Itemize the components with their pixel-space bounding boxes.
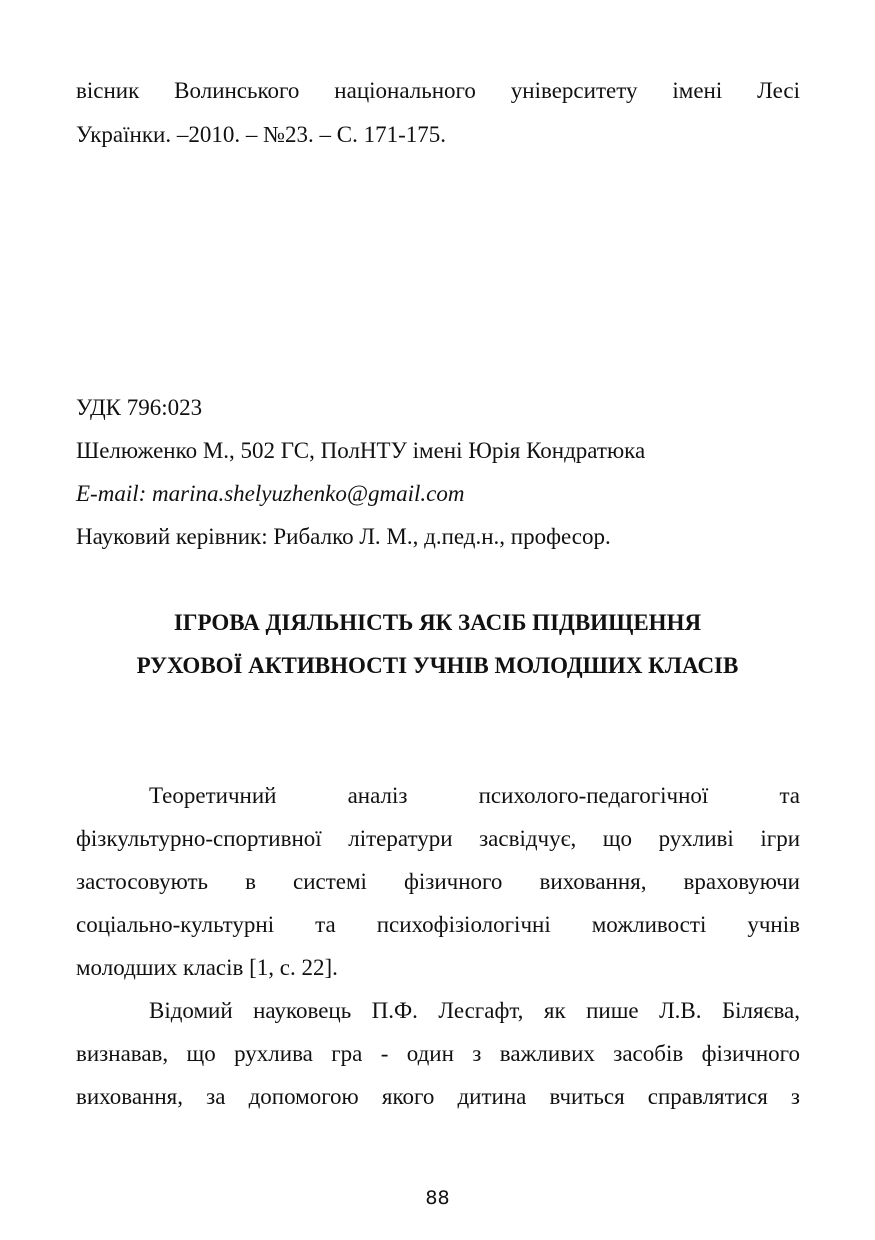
page-number: 88 xyxy=(425,1187,450,1209)
paragraph-line: Відомий науковець П.Ф. Лесгафт, як пише Л.В. Біляєва, xyxy=(149,998,800,1023)
author-line: Шелюженко М., 502 ГС, ПолНТУ імені Юрія Кондратюка xyxy=(76,438,646,463)
paragraph-line: виховання, за допомогою якого дитина вчиться справлятися з xyxy=(76,1084,800,1109)
title-line: РУХОВОЇ АКТИВНОСТІ УЧНІВ МОЛОДШИХ КЛАСІВ xyxy=(136,653,739,678)
paragraph-line: соціально-культурні та психофізіологічні можливості учнів xyxy=(76,912,800,937)
title-line: ІГРОВА ДІЯЛЬНІСТЬ ЯК ЗАСІБ ПІДВИЩЕННЯ xyxy=(173,610,702,635)
udc-code: УДК 796:023 xyxy=(76,395,203,420)
paragraph-line: Теоретичний аналіз психолого-педагогічної та xyxy=(149,783,800,808)
paragraph-line: застосовують в системі фізичного виховання, враховуючи xyxy=(76,869,800,894)
email-line: E-mail: marina.shelyuzhenko@gmail.com xyxy=(76,481,465,506)
reference-line: Українки. –2010. – №23. – С. 171-175. xyxy=(76,122,447,147)
reference-line: вісник Волинського національного університету імені Лесі xyxy=(76,78,800,103)
paragraph-line: визнавав, що рухлива гра - один з важливих засобів фізичного xyxy=(76,1041,800,1066)
paragraph-line: фізкультурно-спортивної літератури засвідчує, що рухливі ігри xyxy=(76,826,800,851)
paragraph-line: молодших класів [1, с. 22]. xyxy=(76,955,338,980)
supervisor-line: Науковий керівник: Рибалко Л. М., д.пед.н., професор. xyxy=(76,524,611,549)
